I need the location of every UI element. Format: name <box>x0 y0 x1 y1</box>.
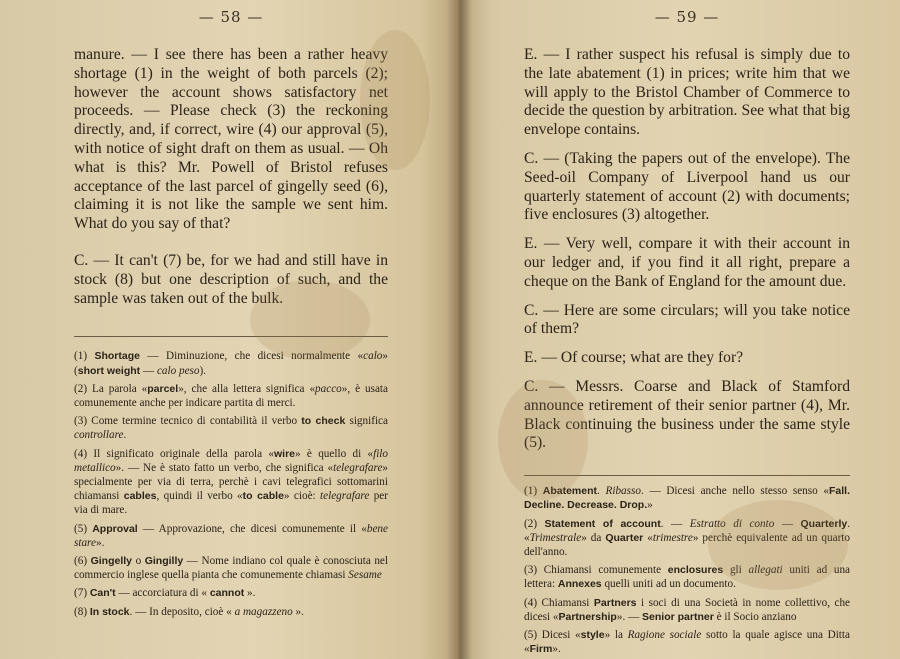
footnote-text: . — Dicesi anche nello stesso senso « <box>640 485 830 498</box>
footnote-number: (1) <box>74 350 95 363</box>
footnote-italic: controllare <box>74 429 124 442</box>
footnote-term: Quarterly <box>800 517 848 530</box>
footnote-divider <box>74 336 388 337</box>
dialogue-paragraph: C. — Here are some circulars; will you take notice of them? <box>524 301 850 338</box>
dialogue-paragraph: E. — I rather suspect his refusal is simply due to the late abatement (1) in prices; write him that we will apply to the Bristol Chamber of Commerce to decide the question by arbitration. See what that big envelope contains. <box>524 46 850 139</box>
footnote-number: (5) <box>524 628 542 641</box>
footnote-text: « <box>643 531 653 544</box>
footnote-text: . <box>597 485 606 498</box>
footnote-text: — <box>774 517 801 530</box>
footnote-text: . <box>123 429 127 442</box>
footnote-text: ». — <box>616 610 643 623</box>
footnote-term: enclosures <box>667 564 724 577</box>
dialogue-paragraph: E. — Very well, compare it with their account in our ledger and, if you find it all right, prepare a cheque on the Bank of England for the amount due. <box>524 235 850 290</box>
footnote-number: (1) <box>524 485 543 498</box>
footnote-term: Statement of account <box>544 517 661 530</box>
footnote-term: cannot <box>209 587 245 600</box>
footnote-number: (4) <box>524 596 542 609</box>
footnote <box>524 628 850 656</box>
footnote <box>74 522 388 550</box>
footnote-text: Chiamansi <box>541 596 594 609</box>
footnotes <box>74 349 388 618</box>
footnote <box>74 554 388 582</box>
footnote-italic: calo <box>363 350 383 363</box>
footnote-italic: allegati <box>748 564 783 577</box>
footnote-number: (6) <box>74 555 91 567</box>
footnote-text: Dicesi « <box>541 628 581 641</box>
footnote-term: Approval <box>92 522 138 535</box>
footnote-italic: trimestre <box>652 531 693 544</box>
footnote-term: Can't <box>89 587 116 600</box>
footnote-italic: Trimestrale <box>529 531 582 544</box>
footnote-text: ». — Ne è stato fatto un verbo, che significa « <box>115 461 334 474</box>
footnote-number: (2) <box>74 382 92 395</box>
footnote <box>74 586 388 600</box>
footnote-italic: Sesame <box>348 569 382 582</box>
page-number: — 59 — <box>654 8 720 26</box>
footnote-text: — accorciatura di « <box>115 587 210 600</box>
dialogue-paragraph: C. — Messrs. Coarse and Black of Stamford announce retirement of their senior partner (4), Mr. Black continuing the business under the same style (5). <box>524 377 850 452</box>
footnote-term: cables <box>123 490 157 503</box>
footnote-italic: telegrafare <box>333 461 383 474</box>
footnote-text: i soci di una Società in nome collettivo, che dicesi « <box>524 596 851 623</box>
footnote-text: ». <box>244 587 256 600</box>
footnote-text: . — In deposito, cioè « <box>129 605 235 618</box>
footnote-text: — Diminuzione, che dicesi normalmente « <box>139 350 364 363</box>
footnote <box>524 517 850 560</box>
footnote-text: » cioè: <box>283 490 321 503</box>
footnote-term: to check <box>301 415 346 428</box>
footnote-text: è il Socio anziano <box>713 610 797 623</box>
footnote <box>524 484 850 512</box>
footnote <box>74 349 388 377</box>
footnote-italic: calo peso <box>156 364 200 377</box>
footnote-text: sotto la quale agisce una Ditta « <box>524 628 850 656</box>
footnote-text: Come termine tecnico di contabilità il verbo <box>91 415 302 428</box>
footnote-text: » <box>647 499 653 512</box>
footnote-text: ». <box>95 536 105 549</box>
footnote <box>524 596 850 624</box>
footnote-term: Firm <box>529 643 553 656</box>
footnote-number: (3) <box>74 415 92 428</box>
footnote-text: », che alla lettera significa « <box>178 382 316 395</box>
footnote-text: ». <box>552 643 561 656</box>
footnote <box>74 414 388 442</box>
footnote-text: Chiamansi comunemente <box>543 564 668 577</box>
footnote-text: La parola « <box>92 382 148 395</box>
footnote-text: ). <box>199 364 207 377</box>
footnote-number: (3) <box>524 564 544 577</box>
footnote-term: short weight <box>77 364 141 377</box>
footnote-text: ». <box>292 605 304 618</box>
footnote <box>74 382 388 410</box>
footnote-text: . — <box>660 517 690 530</box>
footnote-term: Gingilly <box>144 555 184 567</box>
footnote-term: style <box>580 628 605 641</box>
footnote-term: parcel <box>147 382 179 395</box>
footnote-term: Partners <box>593 596 637 609</box>
footnote-text: » è quello di « <box>295 447 374 460</box>
dialogue-paragraph: E. — Of course; what are they for? <box>524 349 744 367</box>
footnote-text: gli <box>723 564 749 577</box>
footnote-italic: Ribasso <box>605 485 641 498</box>
footnote-italic: pacco <box>315 382 342 395</box>
footnote <box>524 563 850 591</box>
footnote-text: Il significato originale della parola « <box>93 447 275 460</box>
footnote-italic: filo metallico <box>74 447 389 474</box>
footnote-text: per via di mare. <box>74 490 388 517</box>
footnote-text: » perchè equivalente ad un quarto dell'anno. <box>524 531 851 558</box>
footnote-text: » ( <box>74 350 388 377</box>
footnote-text: o <box>132 555 145 567</box>
footnote-number: (7) <box>74 587 90 600</box>
footnote-text: significa <box>345 415 388 428</box>
footnote-text: », è usata comunemente anche per indicare partita di merci. <box>74 382 388 409</box>
footnote-divider <box>524 475 850 476</box>
footnotes <box>524 484 850 656</box>
footnote-text: — Nome indiano col quale è conosciuta nel commercio inglese quella pianta che comunemente chiamasi <box>74 555 389 582</box>
footnote-term: to cable <box>242 490 284 503</box>
footnote-italic: bene stare <box>74 522 388 549</box>
footnote-text: , quindi il verbo « <box>156 490 243 503</box>
footnote-term: Partnership <box>558 610 617 623</box>
footnote-italic: telegrafare <box>320 490 370 503</box>
footnote-term: Annexes <box>557 578 602 591</box>
footnote-text: — Approvazione, che dicesi comunemente il « <box>137 522 367 535</box>
footnote-italic: Ragione sociale <box>627 628 702 641</box>
footnote <box>74 447 388 518</box>
footnote-number: (8) <box>74 605 90 618</box>
footnote-text: » da <box>581 531 606 544</box>
page-number: — 58 — <box>198 8 264 26</box>
footnote-term: Senior partner <box>642 610 714 623</box>
footnote-text: — <box>140 364 157 377</box>
footnote-text: uniti ad una lettera: <box>524 564 851 591</box>
footnote-term: Fall. Decline. Decrease. Drop. <box>524 485 851 512</box>
footnote-number: (2) <box>524 517 545 530</box>
footnote-number: (5) <box>74 522 93 535</box>
footnote-term: wire <box>274 447 296 460</box>
dialogue-paragraph: C. — It can't (7) be, for we had and still have in stock (8) but one description of such, and the sample was taken out of the bulk. <box>74 251 388 307</box>
footnote-term: Gingelly <box>90 555 133 567</box>
dialogue-paragraph: C. — (Taking the papers out of the envelope). The Seed-oil Company of Liverpool hand us our quarterly statement of account (2) with documents; five enclosures (3) altogether. <box>524 149 850 224</box>
footnote-italic: a magazzeno <box>234 605 293 618</box>
footnote-text: quelli uniti ad un documento. <box>601 578 736 591</box>
footnote-term: In stock <box>89 605 130 618</box>
footnote <box>74 605 388 619</box>
footnote-text: » la <box>604 628 628 641</box>
footnote-text: » specialmente per via di terra, perchè i cavi telegrafici sottomarini chiamansi <box>74 461 388 503</box>
dialogue-paragraph: manure. — I see there has been a rather heavy shortage (1) in the weight of both parcels (2); however the account shows satisfactory net proceeds. — Please check (3) the reckoning directly, and, if correct, wire (4) our approval (5), with notice of sight draft on them as usual. — Oh what is this? Mr. Powell of Bristol refuses acceptance of the last parcel of gingelly seed (6), claiming it is not like the sample we sent him. What do you say of that? <box>74 46 388 233</box>
footnote-text: . « <box>524 517 850 544</box>
footnote-number: (4) <box>74 447 94 460</box>
footnote-term: Shortage <box>94 350 140 363</box>
footnote-italic: Estratto di conto <box>689 517 775 530</box>
footnote-term: Abatement <box>542 485 598 498</box>
right-page <box>458 0 900 659</box>
footnote-term: Quarter <box>605 531 644 544</box>
